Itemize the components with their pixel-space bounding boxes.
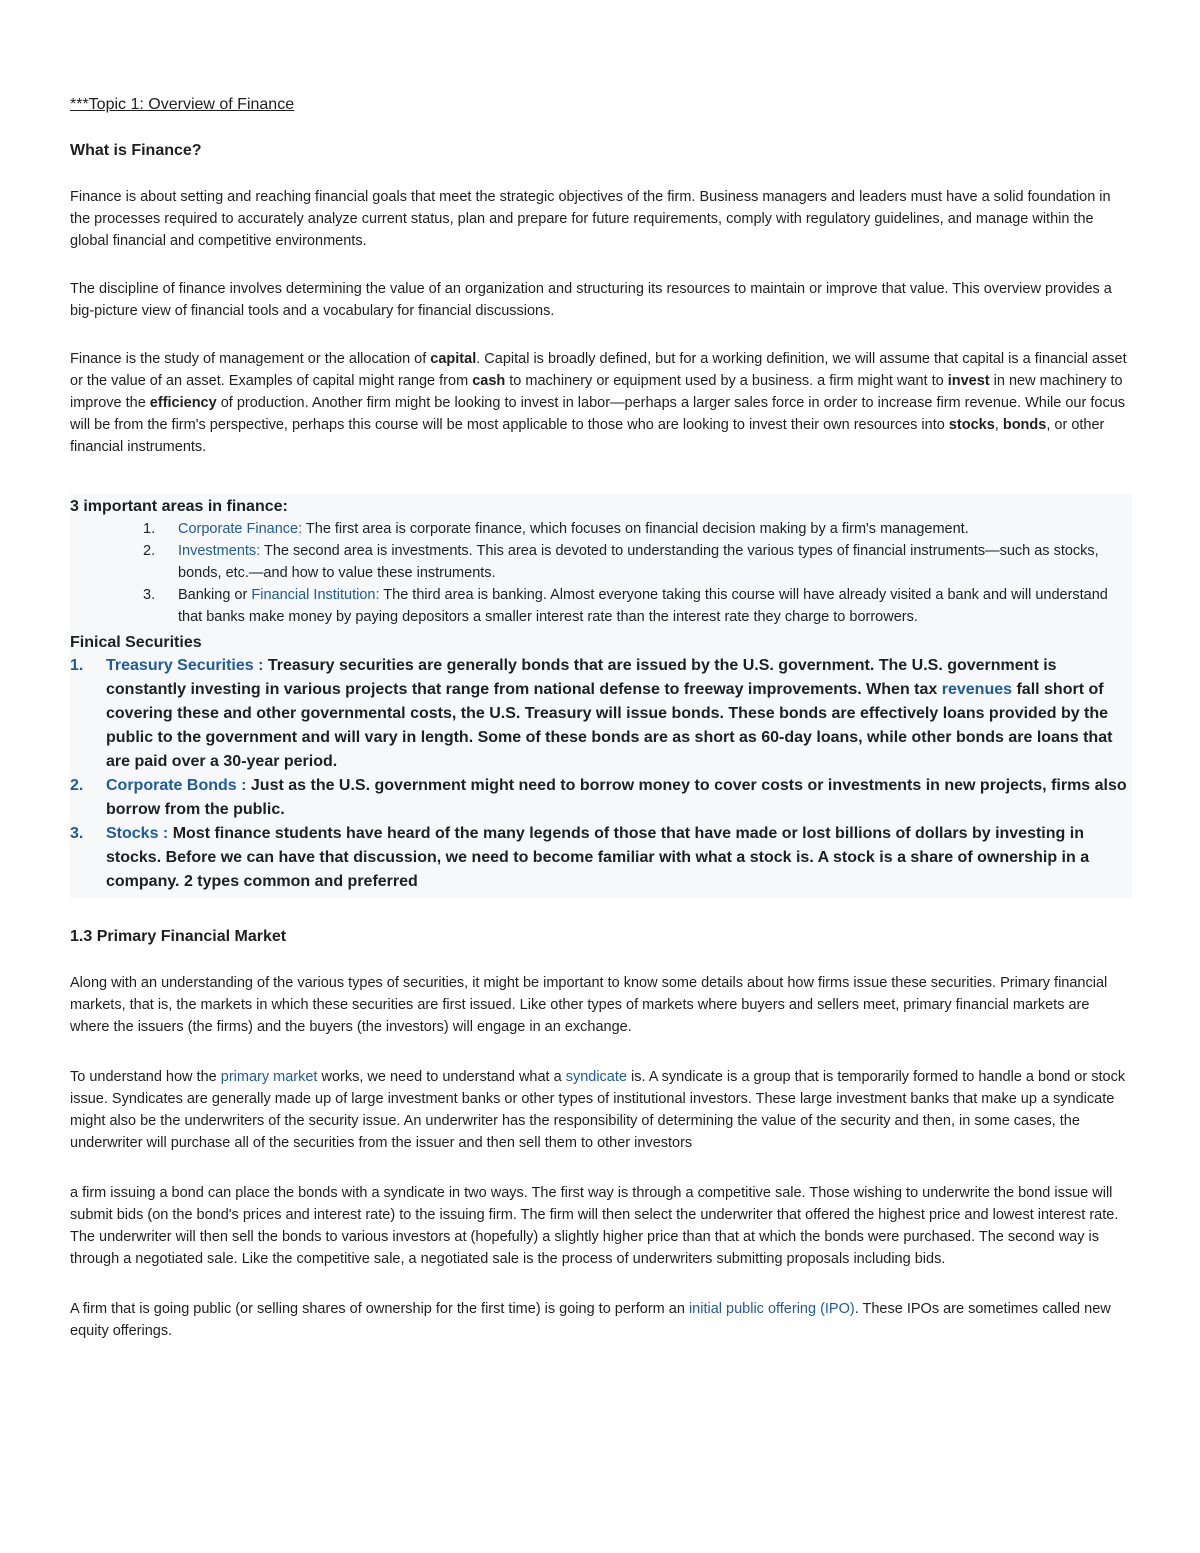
text-run: in new machinery to improve the xyxy=(70,373,1123,411)
text-run: Finance is the study of management or the allocation of xyxy=(70,351,431,367)
paragraph-syndicate xyxy=(70,1066,1132,1154)
list-item xyxy=(143,540,1132,584)
list-number: 3. xyxy=(143,587,156,603)
list-text: The first area is corporate finance, which focuses on financial decision making by a firm's management. xyxy=(302,521,969,537)
list-item xyxy=(143,518,1132,540)
list-number: 1. xyxy=(143,521,156,537)
link-treasury-securities[interactable]: Treasury Securities : xyxy=(106,657,264,674)
text-run: . These IPOs are sometimes called new equity offerings. xyxy=(70,1301,1111,1339)
list-item xyxy=(70,774,1132,822)
term-invest: invest xyxy=(947,373,990,389)
term-cash: cash xyxy=(472,373,506,389)
list-text: fall short of covering these and other governmental costs, the U.S. Treasury will issue bonds. These bonds are effectively loans provided by the public to the government and will vary in length. Some of these bonds are as short as 60-day loans, while other bonds are loans that are paid over a 30-year period. xyxy=(106,681,1113,770)
list-number: 1. xyxy=(70,657,84,674)
term-stocks: stocks xyxy=(948,417,995,433)
link-stocks[interactable]: Stocks : xyxy=(106,825,169,842)
text-run: To understand how the xyxy=(70,1069,221,1085)
list-text: Treasury securities are generally bonds that are issued by the U.S. government. The U.S. government is constantly investing in various projects that range from national defense to freeway improvements. When tax xyxy=(106,657,1057,698)
link-investments[interactable]: Investments: xyxy=(178,543,261,559)
term-efficiency: efficiency xyxy=(149,395,217,411)
securities-list xyxy=(70,654,1132,894)
list-text: Just as the U.S. government might need to borrow money to cover costs or investments in new projects, firms also borrow from the public. xyxy=(106,777,1127,818)
list-item xyxy=(70,822,1132,894)
text-run: to machinery or equipment used by a business. a firm might want to xyxy=(505,373,948,389)
link-revenues[interactable]: revenues xyxy=(941,681,1013,698)
list-text: Most finance students have heard of the many legends of those that have made or lost billions of dollars by investing in stocks. Before we can have that discussion, we need to become familiar with what a stock is. A stock is a share of ownership in a company. 2 types common and preferred xyxy=(106,825,1090,890)
text-run: , xyxy=(994,417,1003,433)
list-number: 3. xyxy=(70,825,84,842)
list-text: Banking or xyxy=(178,587,252,603)
link-ipo[interactable]: initial public offering (IPO) xyxy=(688,1301,855,1317)
areas-heading: 3 important areas in finance: xyxy=(70,498,288,515)
text-run: A firm that is going public (or selling shares of ownership for the first time) is going to perform an xyxy=(70,1301,689,1317)
link-primary-market[interactable]: primary market xyxy=(220,1069,318,1085)
document-page xyxy=(70,96,1132,1342)
text-run: of production. Another firm might be looking to invest in labor—perhaps a larger sales force in order to increase firm revenue. While our focus will be from the firm's perspective, perhaps this course will be most applicable to those who are looking to invest their own resources into xyxy=(70,395,1126,433)
text-run: . Capital is broadly defined, but for a working definition, we will assume that capital is a financial asset or the value of an asset. Examples of capital might range from xyxy=(70,351,1127,389)
topic-title: ***Topic 1: Overview of Finance xyxy=(70,96,295,113)
term-bonds: bonds xyxy=(1002,417,1047,433)
paragraph-capital xyxy=(70,348,1132,458)
text-run: is. A syndicate is a group that is temporarily formed to handle a bond or stock issue. Syndicates are generally made up of large investment banks or other types of institutional investors. These large investment banks that make up a syndicate might also be the underwriters of the security issue. An underwriter has the responsibility of determining the value of the security and then, in some cases, the underwriter will purchase all of the securities from the issuer and then sell them to other investors xyxy=(70,1069,1126,1151)
list-item xyxy=(143,584,1132,628)
highlighted-block xyxy=(70,494,1132,898)
paragraph-ipo xyxy=(70,1298,1132,1342)
paragraph-discipline: The discipline of finance involves determining the value of an organization and structuring its resources to maintain or improve that value. This overview provides a big-picture view of financial tools and a vocabulary for financial discussions. xyxy=(70,281,1112,319)
list-text: The third area is banking. Almost everyone taking this course will have already visited a bank and will understand that banks make money by paying depositors a smaller interest rate than the interest rate they charge to borrowers. xyxy=(178,587,1108,625)
link-corporate-bonds[interactable]: Corporate Bonds : xyxy=(106,777,247,794)
term-capital: capital xyxy=(430,351,477,367)
section-heading-primary-market: 1.3 Primary Financial Market xyxy=(70,928,287,945)
text-run: works, we need to understand what a xyxy=(317,1069,566,1085)
section-heading-what-is-finance: What is Finance? xyxy=(70,142,202,159)
link-corporate-finance[interactable]: Corporate Finance: xyxy=(178,521,303,537)
paragraph-finance-goals: Finance is about setting and reaching financial goals that meet the strategic objectives of the firm. Business managers and leaders must have a solid foundation in the processes required to accurately analyze current status, plan and prepare for future requirements, comply with regulatory guidelines, and manage within the global financial and competitive environments. xyxy=(70,189,1111,249)
paragraph-primary-markets: Along with an understanding of the various types of securities, it might be important to know some details about how firms issue these securities. Primary financial markets, that is, the markets in which these securities are first issued. Like other types of markets where buyers and sellers meet, primary financial markets are where the issuers (the firms) and the buyers (the investors) will engage in an exchange. xyxy=(70,975,1108,1035)
securities-heading: Finical Securities xyxy=(70,634,202,651)
link-financial-institution[interactable]: Financial Institution: xyxy=(251,587,380,603)
list-number: 2. xyxy=(70,777,84,794)
text-run: , or other financial instruments. xyxy=(70,417,1105,455)
link-syndicate[interactable]: syndicate xyxy=(565,1069,627,1085)
areas-list xyxy=(70,518,1132,628)
list-item xyxy=(70,654,1132,774)
list-number: 2. xyxy=(143,543,156,559)
paragraph-bond-placement: a firm issuing a bond can place the bonds with a syndicate in two ways. The first way is through a competitive sale. Those wishing to underwrite the bond issue will submit bids (on the bond's prices and interest rate) to the issuing firm. The firm will then select the underwriter that offered the highest price and lowest interest rate. The underwriter will then sell the bonds to various investors at (hopefully) a slightly higher price than that at which the bonds were purchased. The second way is through a negotiated sale. Like the competitive sale, a negotiated sale is the process of underwriters submitting proposals including bids. xyxy=(70,1185,1119,1267)
list-text: The second area is investments. This area is devoted to understanding the various types of financial instruments—such as stocks, bonds, etc.—and how to value these instruments. xyxy=(178,543,1099,581)
